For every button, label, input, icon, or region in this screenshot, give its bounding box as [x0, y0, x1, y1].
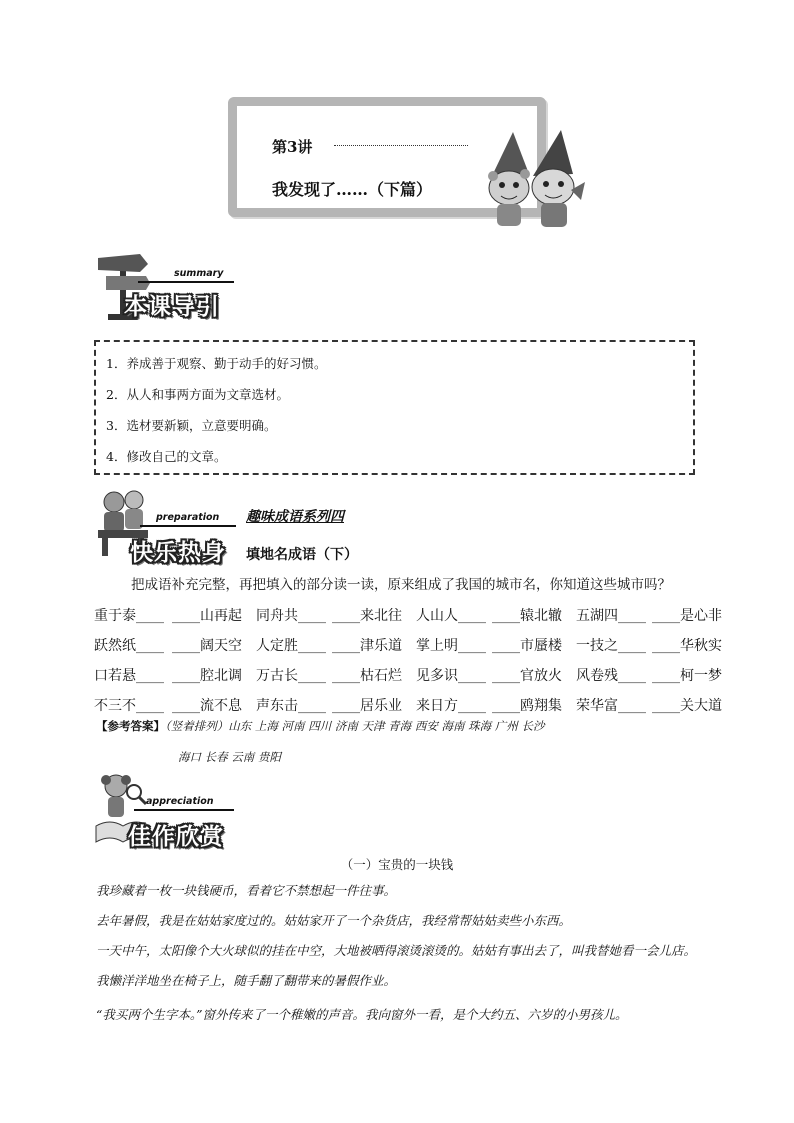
idiom-blank: 口若悬____ — [94, 668, 164, 684]
idiom-blank: ____关大道 — [652, 698, 722, 714]
preparation-en-label: preparation — [156, 512, 220, 523]
essay-paragraph: 我珍藏着一枚一块钱硬币，看着它不禁想起一件往事。 — [96, 883, 397, 898]
idiom-blank: ____是心非 — [652, 608, 722, 624]
idiom-blank: 声东击____ — [256, 698, 326, 714]
objective-item: 4．修改自己的文章。 — [106, 449, 227, 464]
answer-key — [96, 718, 544, 734]
idiom-blank: ____流不息 — [172, 698, 242, 714]
idiom-blank: ____枯石烂 — [332, 668, 402, 684]
appreciation-en-label: appreciation — [146, 796, 214, 807]
title-banner — [228, 97, 553, 223]
idiom-blank: 一技之____ — [576, 638, 646, 654]
idiom-blank: 人定胜____ — [256, 638, 326, 654]
idiom-blank: 万古长____ — [256, 668, 326, 684]
essay-paragraph: “我买两个生字本。”窗外传来了一个稚嫩的声音。我向窗外一看，是个大约五、六岁的小男孩儿。 — [96, 1007, 628, 1022]
objective-item: 1．养成善于观察、勤于动手的好习惯。 — [106, 356, 327, 371]
section-preparation-header — [94, 488, 244, 566]
idiom-blank: ____津乐道 — [332, 638, 402, 654]
idiom-blank: 人山人____ — [416, 608, 486, 624]
answer-label: 【参考答案】 — [96, 719, 165, 733]
idiom-blank: 见多识____ — [416, 668, 486, 684]
essay-paragraph: 去年暑假，我是在姑姑家度过的。姑姑家开了一个杂货店，我经常帮姑姑卖些小东西。 — [96, 913, 572, 928]
idiom-blank: ____华秋实 — [652, 638, 722, 654]
idiom-blank: 跃然纸____ — [94, 638, 164, 654]
idiom-blank: ____官放火 — [492, 668, 562, 684]
idiom-blank: ____来北往 — [332, 608, 402, 624]
preparation-cn-title: 快乐热身 — [130, 540, 226, 566]
essay-title: （一）宝贵的一块钱 — [340, 857, 454, 872]
idiom-blank: 风卷残____ — [576, 668, 646, 684]
summary-cn-title: 本课导引 — [124, 294, 220, 320]
idiom-blank: ____市蜃楼 — [492, 638, 562, 654]
objective-item: 2．从人和事两方面为文章选材。 — [106, 387, 289, 402]
section-summary-header — [94, 250, 244, 324]
idiom-blank: 重于泰____ — [94, 608, 164, 624]
exercise-instruction: 把成语补充完整，再把填入的部分读一读，原来组成了我国的城市名，你知道这些城市吗？ — [131, 577, 671, 593]
preparation-underline — [140, 525, 236, 527]
idiom-blank: ____柯一梦 — [652, 668, 722, 684]
idiom-blank: ____鸥翔集 — [492, 698, 562, 714]
idiom-blank: ____腔北调 — [172, 668, 242, 684]
answer-key-continued: 海口 长春 云南 贵阳 — [178, 750, 281, 764]
summary-en-label: summary — [174, 268, 224, 279]
series-title: 趣味成语系列四 — [246, 509, 344, 525]
idiom-blank: 荣华富____ — [576, 698, 646, 714]
idiom-row — [94, 695, 734, 715]
objectives-box — [94, 340, 695, 475]
essay-paragraph: 一天中午，太阳像个大火球似的挂在中空，大地被晒得滚烫滚烫的。姑姑有事出去了，叫我替她看一会儿店。我懒洋洋地坐在椅子上，随手翻了翻带来的暑假作业。 — [96, 943, 697, 988]
appreciation-underline — [134, 809, 234, 811]
idiom-blank: ____山再起 — [172, 608, 242, 624]
appreciation-cn-title: 佳作欣赏 — [128, 824, 224, 850]
idiom-blank: 同舟共____ — [256, 608, 326, 624]
summary-underline — [138, 281, 234, 283]
lecture-title: 我发现了……（下篇） — [272, 180, 433, 199]
idiom-blank: 掌上明____ — [416, 638, 486, 654]
section-appreciation-header — [94, 772, 244, 850]
idiom-row — [94, 665, 734, 685]
objective-item: 3．选材要新颖，立意要明确。 — [106, 418, 277, 433]
gnome-mascots-icon — [473, 130, 588, 230]
idiom-blank: ____辕北辙 — [492, 608, 562, 624]
dotted-rule — [334, 145, 468, 146]
idiom-blank: ____阔天空 — [172, 638, 242, 654]
answer-text: （竖着排列）山东 上海 河南 四川 济南 天津 青海 西安 海南 珠海 广州 长沙 — [165, 719, 545, 733]
exercise-subtitle: 填地名成语（下） — [246, 547, 358, 563]
idiom-blank: ____居乐业 — [332, 698, 402, 714]
idiom-blank: 来日方____ — [416, 698, 486, 714]
idiom-blank: 不三不____ — [94, 698, 164, 714]
lecture-number: 第3讲 — [272, 138, 313, 156]
idiom-row — [94, 635, 734, 655]
idiom-row — [94, 605, 734, 625]
idiom-blank: 五湖四____ — [576, 608, 646, 624]
